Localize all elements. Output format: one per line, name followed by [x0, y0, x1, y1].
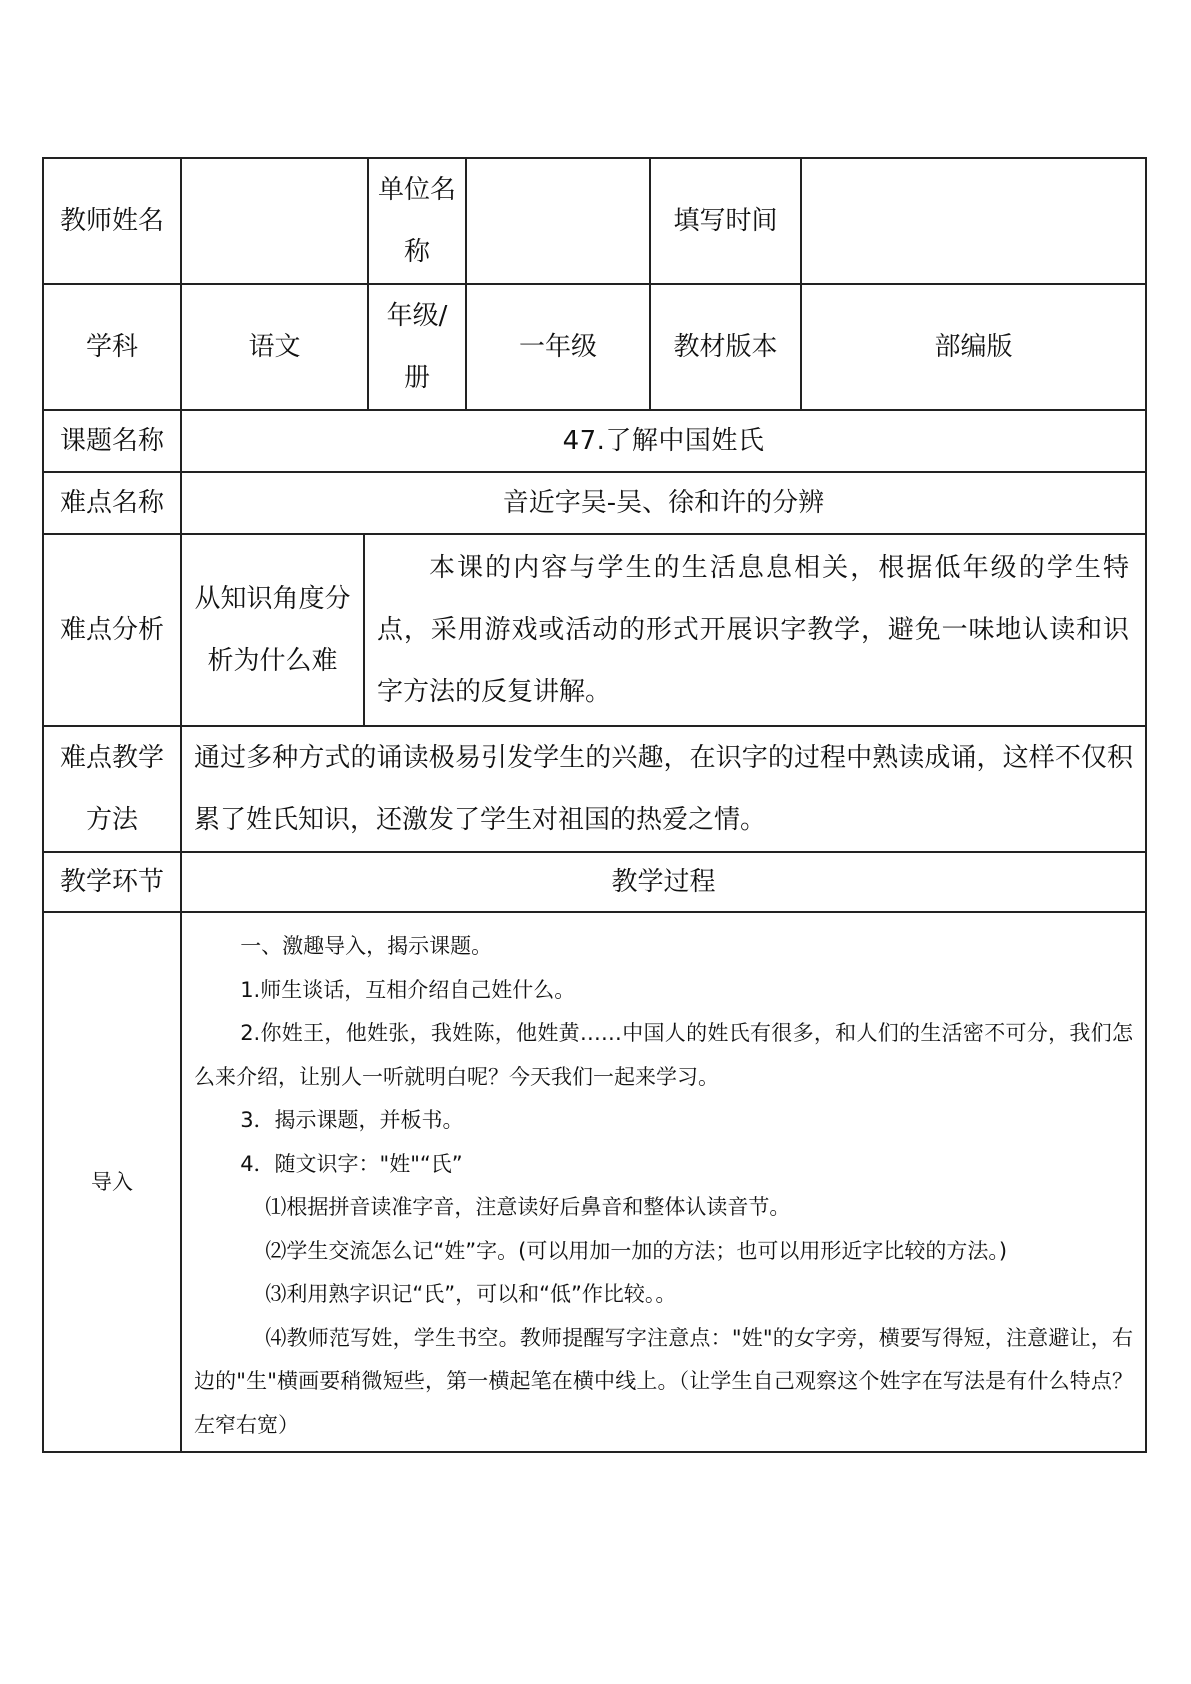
analysis-sub-label: 从知识角度分 析为什么难 [181, 534, 364, 726]
method-row [43, 726, 1146, 852]
subject-value: 语文 [181, 284, 368, 410]
textbook-value: 部编版 [801, 284, 1146, 410]
stage-header-label: 教学环节 [43, 852, 181, 912]
analysis-row [43, 534, 1146, 726]
topic-label: 课题名称 [43, 410, 181, 472]
analysis-content: 本课的内容与学生的生活息息相关，根据低年级的学生特点，采用游戏或活动的形式开展识字教学，避免一味地认读和识字方法的反复讲解。 [364, 534, 1146, 726]
unit-name-label: 单位名 称 [368, 158, 466, 284]
grade-label: 年级/ 册 [368, 284, 466, 410]
intro-row [43, 912, 1146, 1452]
method-label: 难点教学 方法 [43, 726, 181, 852]
intro-line: 1.师生谈话，互相介绍自己姓什么。 [240, 977, 576, 1002]
intro-line: ⑷教师范写姓，学生书空。教师提醒写字注意点："姓"的女字旁，横要写得短，注意避让，右边的"生"横画要稍微短些，第一横起笔在横中线上。（让学生自己观察这个姓字在写法是有什么特点？左窄右宽） [194, 1325, 1133, 1437]
fill-time-value [801, 158, 1146, 284]
intro-line: ⑶利用熟字识记“氏”，可以和“低”作比较。。 [265, 1282, 677, 1306]
subject-label: 学科 [43, 284, 181, 410]
intro-line: 一、激趣导入，揭示课题。 [240, 934, 493, 958]
intro-line: ⑴根据拼音读准字音，注意读好后鼻音和整体认读音节。 [265, 1195, 791, 1219]
header-row-1 [43, 158, 1146, 284]
teacher-name-value [181, 158, 368, 284]
header-row-2 [43, 284, 1146, 410]
process-header-row [43, 852, 1146, 912]
intro-line: 4．随文识字："姓"“氏” [240, 1151, 463, 1176]
intro-line: ⑵学生交流怎么记“姓”字。(可以用加一加的方法；也可以用形近字比较的方法。) [265, 1238, 1008, 1263]
analysis-label: 难点分析 [43, 534, 181, 726]
fill-time-label: 填写时间 [650, 158, 801, 284]
teacher-name-label: 教师姓名 [43, 158, 181, 284]
process-header-label: 教学过程 [181, 852, 1146, 912]
difficulty-value: 音近字吴-吴、徐和许的分辨 [181, 472, 1146, 534]
difficulty-label: 难点名称 [43, 472, 181, 534]
intro-process-content [181, 912, 1146, 1452]
unit-name-value [466, 158, 650, 284]
lesson-plan-table [42, 157, 1147, 1453]
intro-stage-label: 导入 [43, 912, 181, 1452]
method-content: 通过多种方式的诵读极易引发学生的兴趣，在识字的过程中熟读成诵，这样不仅积累了姓氏知识，还激发了学生对祖国的热爱之情。 [181, 726, 1146, 852]
topic-value: 47.了解中国姓氏 [181, 410, 1146, 472]
intro-line: 3．揭示课题，并板书。 [240, 1108, 464, 1132]
difficulty-row [43, 472, 1146, 534]
textbook-label: 教材版本 [650, 284, 801, 410]
topic-row [43, 410, 1146, 472]
intro-line: 2.你姓王，他姓张，我姓陈，他姓黄……中国人的姓氏有很多，和人们的生活密不可分，我们怎么来介绍，让别人一听就明白呢？今天我们一起来学习。 [194, 1021, 1133, 1089]
grade-value: 一年级 [466, 284, 650, 410]
